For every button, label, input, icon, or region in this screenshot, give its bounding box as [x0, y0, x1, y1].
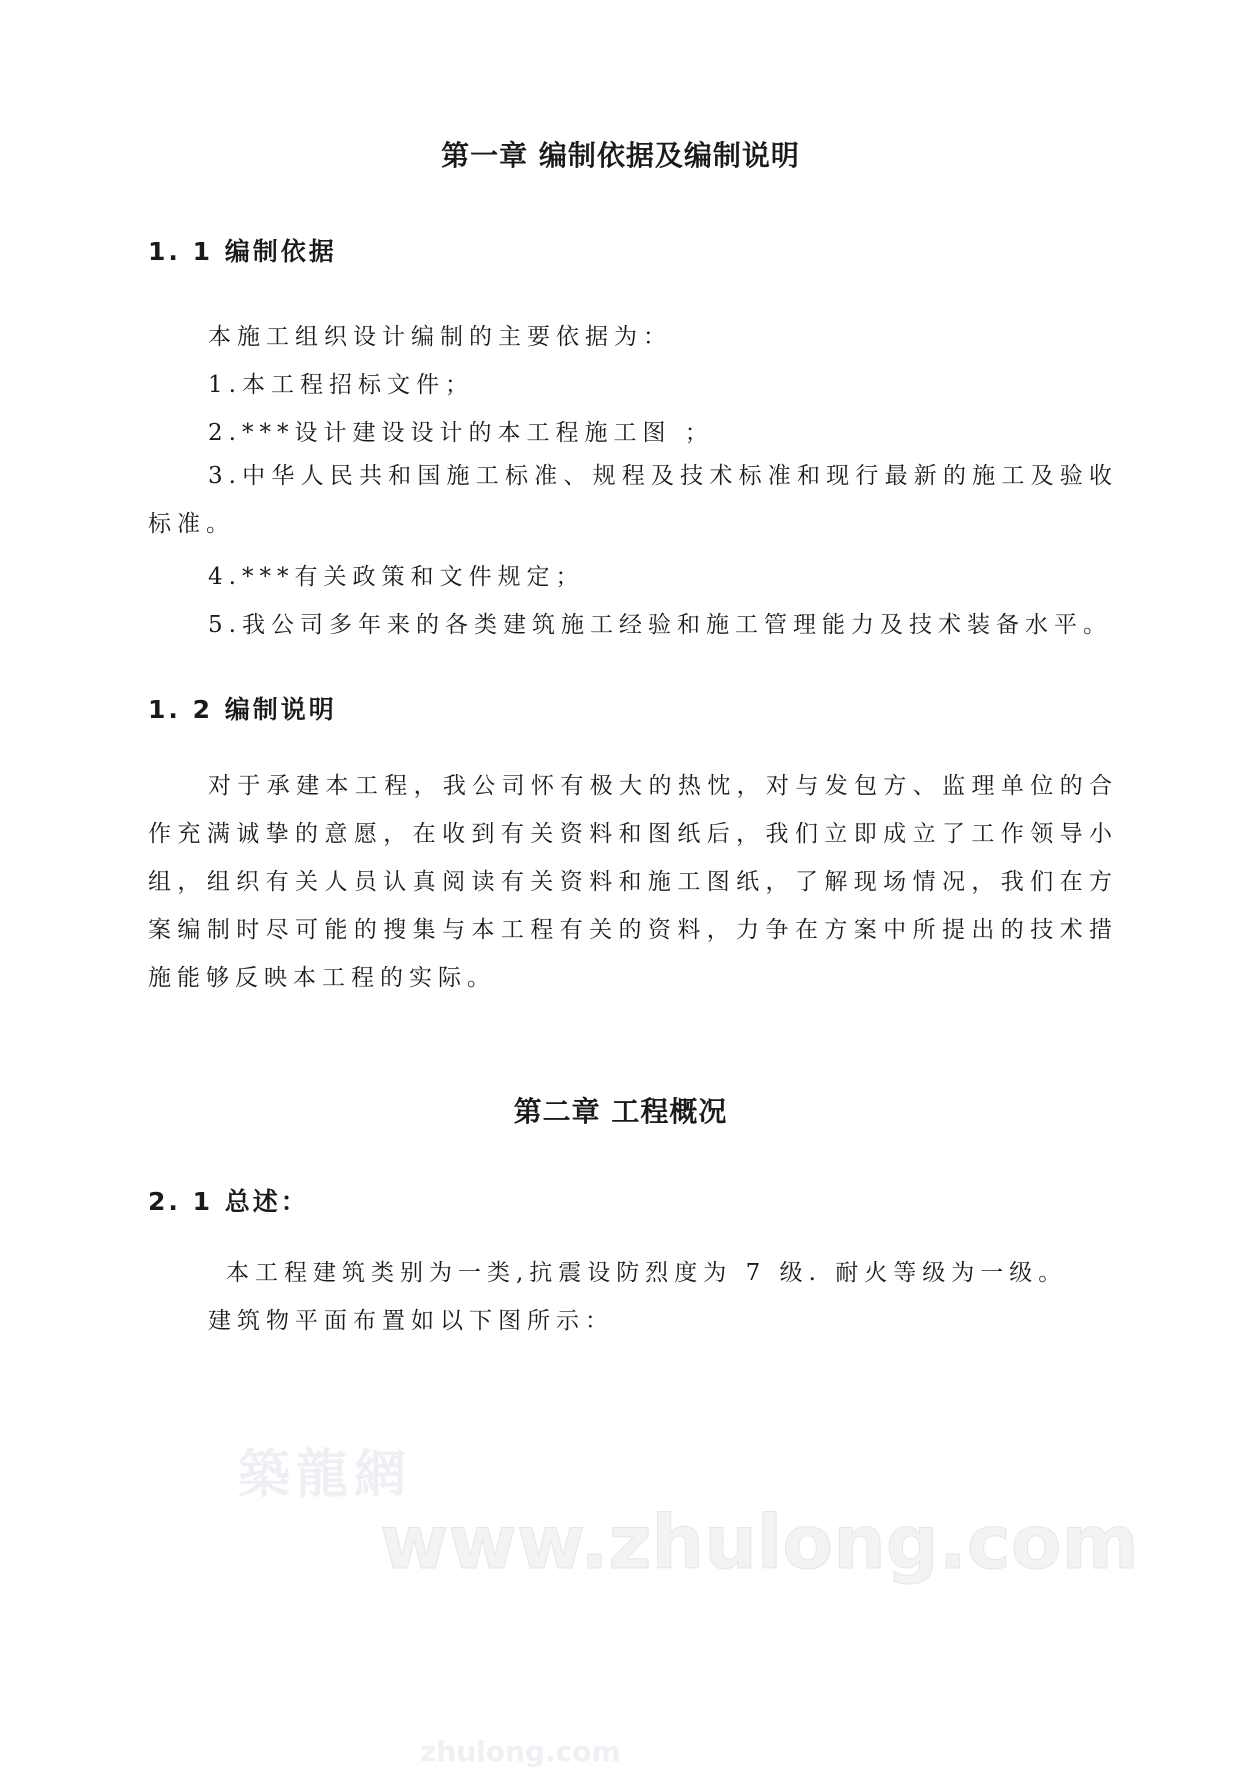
section-1-1-title: 1. 1 编制依据 [148, 237, 337, 266]
section-1-2-body: 对于承建本工程，我公司怀有极大的热忱，对与发包方、监理单位的合作充满诚挚的意愿，在收到有关资料和图纸后，我们立即成立了工作领导小组，组织有关人员认真阅读有关资料和施工图纸，了解现场情况，我们在方案编制时尽可能的搜集与本工程有关的资料，力争在方案中所提出的技术措施能够反映本工程的实际。 [148, 773, 1118, 991]
chapter-2-title: 第二章 工程概况 [513, 1095, 728, 1128]
basis-item-2: 2.***设计建设设计的本工程施工图 ； [208, 420, 714, 446]
basis-item-4: 4.***有关政策和文件规定； [208, 564, 585, 590]
section-1-1-intro: 本施工组织设计编制的主要依据为： [208, 324, 672, 350]
overview-line-2: 建筑物平面布置如以下图所示： [208, 1308, 614, 1334]
basis-item-3: 3.中华人民共和国施工标准、规程及技术标准和现行最新的施工及验收标准。 [148, 463, 1118, 537]
watermark-url: www.zhulong.com [380, 1500, 1139, 1586]
basis-item-1: 1.本工程招标文件； [208, 372, 474, 398]
section-2-1-title: 2. 1 总述： [148, 1187, 309, 1216]
basis-item-5: 5.我公司多年来的各类建筑施工经验和施工管理能力及技术装备水平。 [208, 612, 1112, 638]
watermark-logo-text: 築龍網 [238, 1444, 413, 1505]
overview-line-1: 本工程建筑类别为一类,抗震设防烈度为 7 级. 耐火等级为一级。 [226, 1260, 1068, 1286]
watermark-bottom: zhulong.com [420, 1735, 621, 1768]
section-1-2-title: 1. 2 编制说明 [148, 695, 337, 724]
chapter-1-title: 第一章 编制依据及编制说明 [441, 139, 800, 172]
